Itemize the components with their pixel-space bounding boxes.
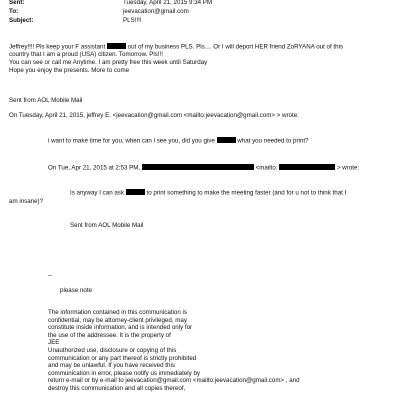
to-label: To: (9, 8, 19, 15)
disclaimer-line: the use of the addressee. It is the property of (48, 331, 171, 339)
quote-3-line-1 (70, 189, 346, 197)
body-line-1-end: out of my business PLS. Pls.... Or I will deport HER friend ZoRYANA out of this (127, 43, 344, 51)
quote-3-start: Is anyway I can ask (70, 189, 124, 197)
body-line-2: country that I am a proud (USA) citizen. Tomorrow. Pls!!! (9, 51, 163, 58)
body-line-3: You can see or call me Anytime. I am pretty free this week until Saturday (9, 59, 208, 66)
disclaimer-line: JEE (48, 339, 60, 347)
sent-value: Tuesday, April 21, 2015 9:34 PM (123, 0, 213, 6)
sent-label: Sent: (9, 0, 25, 6)
disclaimer-block (48, 309, 300, 393)
please-note: please note (60, 287, 92, 294)
redaction-block (142, 164, 254, 170)
body-line-4: Hope you enjoy the presents. More to come (9, 67, 130, 74)
redaction-block (217, 137, 236, 143)
quote-2-start: On Tue, Apr 21, 2015 at 2:53 PM, (48, 164, 141, 172)
to-value: jeevacation@gmail.com (123, 8, 189, 15)
disclaimer-line: and may be unlawful. If you have received this (48, 362, 175, 370)
disclaimer-line: destroy this communication and all copies thereof, (48, 384, 186, 392)
quote-1-start: i want to make time for you, when can i see you, did you give (48, 137, 215, 145)
quote-3-end: to print something to make the meeting faster (and for u not to think that I (146, 189, 347, 197)
body-line-1 (9, 43, 343, 51)
redaction-block (279, 164, 335, 170)
quote-2-end: > wrote: (336, 164, 360, 172)
quote-1-end: what you needed to print? (237, 137, 309, 145)
signature-dash: -- (48, 272, 53, 279)
quote-2-intro (48, 164, 359, 172)
redaction-block (126, 189, 145, 195)
disclaimer-line: confidential, may be attorney-client privileged, may (48, 316, 187, 324)
quote-2-mid: <mailto: (255, 164, 278, 172)
quote-3-line-2: am insane)? (9, 198, 44, 205)
disclaimer-line: return e-mail or by e-mail to jeevacation@gmail.com <mailto:jeevacation@gmail.com> , and (48, 377, 300, 385)
disclaimer-line: Unauthorized use, disclosure or copying of this (48, 346, 177, 354)
subject-label: Subject: (9, 17, 34, 24)
sent-from-line-2: Sent from AOL Mobile Mail (70, 222, 144, 229)
disclaimer-line: The information contained in this communication is (48, 309, 187, 316)
disclaimer-line: communication or any part thereof is strictly prohibited (48, 354, 197, 362)
quote-1-body (48, 137, 309, 145)
body-line-1-start: Jeffrey!!!! Pls keep your F assistant (9, 43, 106, 51)
quote-1-intro: On Tuesday, April 21, 2015, jeffrey E. <jeevacation@gmail.com <mailto:jeevacation@gmail.com> > wrote: (9, 112, 299, 119)
redaction-block (107, 43, 126, 49)
disclaimer-line: communication in error, please notify us immediately by (48, 369, 201, 377)
disclaimer-line: constitute inside information, and is intended only for (48, 324, 193, 332)
sent-from-line-1: Sent from AOL Mobile Mail (9, 97, 83, 104)
subject-value: PLS!!!! (123, 17, 142, 24)
